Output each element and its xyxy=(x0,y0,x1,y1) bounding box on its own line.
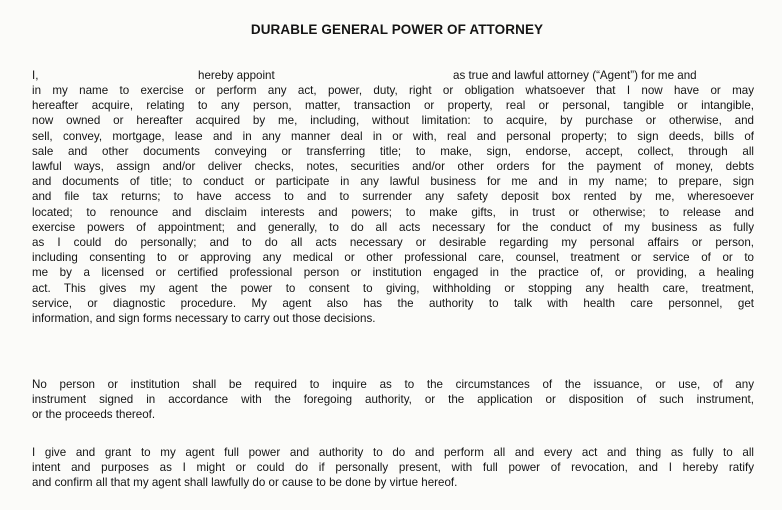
paragraph-line: sale and other documents conveying or transferring title; to make, sign, endorse, accept, collect, through all xyxy=(32,144,754,158)
document-title: DURABLE GENERAL POWER OF ATTORNEY xyxy=(250,22,544,37)
paragraph-line: No person or institution shall be required to inquire as to the circumstances of the issuance, or use, of any xyxy=(32,378,754,391)
paragraph-line: act. This gives my agent the power to consent to giving, withholding or stopping any health care, treatment, xyxy=(32,281,754,295)
paragraph-line: lawful ways, assign and/or deliver checks, notes, securities and/or other orders for the payment of money, debts xyxy=(32,160,754,173)
first-line-pronoun: I, xyxy=(32,69,39,82)
paragraph-line: service, or diagnostic procedure. My agent also has the authority to talk with health care personnel, get xyxy=(32,296,754,310)
paragraph-line: intent and purposes as I might or could do if personally present, with full power of revocation, and I hereby ratify xyxy=(32,461,754,475)
paragraph-line: and confirm all that my agent shall lawfully do or cause to be done by virtue hereof. xyxy=(32,476,458,490)
first-line-appoint: hereby appoint xyxy=(198,69,275,82)
paragraph-line: and file tax returns; to have access to and to surrender any safety deposit box rented by me, wheresoever xyxy=(32,190,754,204)
paragraph-line: now owned or hereafter acquired by me, including, without limitation: to acquire, by purchase or otherwise, and xyxy=(32,114,754,128)
paragraph-line: or the proceeds thereof. xyxy=(32,408,156,422)
paragraph-line: in my name to exercise or perform any act, power, duty, right or obligation whatsoever that I now have or may xyxy=(32,84,754,97)
paragraph-line: as I could do personally; and to do all acts necessary or desirable regarding my personal affairs or person, xyxy=(32,236,754,249)
paragraph-line: instrument signed in accordance with the foregoing authority, or the application or disposition of such instrument, xyxy=(32,393,754,407)
paragraph-line: including consenting to or approving any medical or other professional care, counsel, treatment or service of or to xyxy=(32,251,754,265)
paragraph-line: I give and grant to my agent full power and authority to do and perform all and every act and thing as fully to all xyxy=(32,446,754,459)
paragraph-line: information, and sign forms necessary to carry out those decisions. xyxy=(32,312,376,325)
paragraph-line: located; to renounce and disclaim interests and powers; to make gifts, in trust or otherwise; to release and xyxy=(32,205,754,219)
first-line-rest: as true and lawful attorney (“Agent”) for me and xyxy=(453,69,697,82)
paragraph-line: me by a licensed or certified professional person or institution engaged in the practice of, or providing, a healing xyxy=(32,266,754,280)
paragraph-line: hereafter acquire, relating to any person, matter, transaction or property, real or personal, tangible or intangible, xyxy=(32,99,754,113)
paragraph-line: sell, convey, mortgage, lease and in any manner deal in or with, real and personal property; to sign deeds, bills of xyxy=(32,129,754,143)
paragraph-line: and documents of title; to conduct or participate in any lawful business for me and in my name; to prepare, sign xyxy=(32,175,754,189)
paragraph-line: exercise powers of appointment; and generally, to do all acts necessary for the conduct of my business as fully xyxy=(32,220,754,234)
